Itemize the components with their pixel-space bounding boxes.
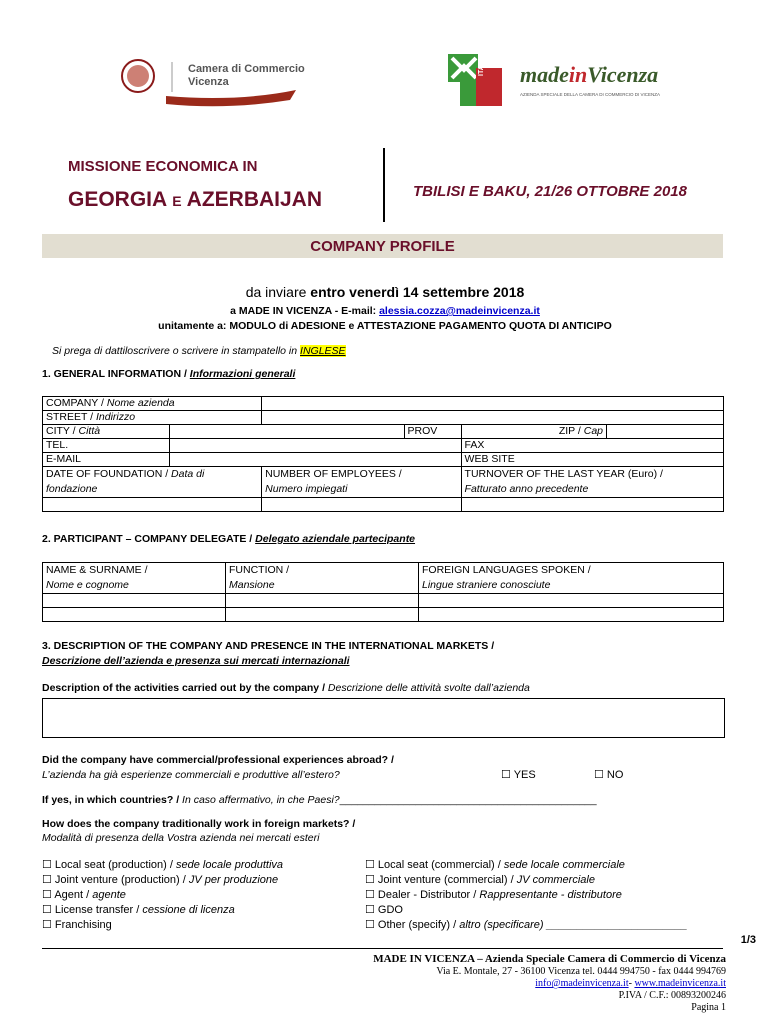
languages-label: FOREIGN LANGUAGES SPOKEN / Lingue straniere conosciute <box>419 563 724 594</box>
street-field[interactable] <box>262 411 724 425</box>
option-local-seat-production[interactable]: ☐ Local seat (production) / sede locale produttiva <box>42 859 284 871</box>
yes-checkbox[interactable]: ☐ YES <box>501 769 536 781</box>
countries-line: If yes, in which countries? / In caso affermativo, in che Paesi?____________________________________________ <box>42 794 597 806</box>
send-line: da inviare entro venerdì 14 settembre 2018 <box>245 284 525 300</box>
activities-box[interactable] <box>42 698 725 738</box>
prov-field[interactable]: ZIP / Cap <box>461 425 606 439</box>
tel-label: TEL. <box>43 439 170 453</box>
section3-title-it: Descrizione dell’azienda e presenza sui mercati internazionali <box>42 655 350 667</box>
mv-tagline: AZIENDA SPECIALE DELLA CAMERA DI COMMERCIO DI VICENZA <box>520 92 661 97</box>
function-label: FUNCTION / Mansione <box>226 563 419 594</box>
email-label: E-MAIL <box>43 453 170 467</box>
languages-field-1[interactable] <box>419 594 724 608</box>
activities-label: Description of the activities carried out by the company / Descrizione delle attività svolte dall’azienda <box>42 682 530 694</box>
abroad-question: Did the company have commercial/professional experiences abroad? / <box>42 754 394 766</box>
company-profile-title: COMPANY PROFILE <box>310 238 455 255</box>
footer-page: Pagina 1 <box>691 1002 726 1013</box>
options-right <box>365 858 687 933</box>
tel-field[interactable] <box>170 439 462 453</box>
countries-field[interactable]: ____________________________________________ <box>339 794 597 806</box>
turnover-label: TURNOVER OF THE LAST YEAR (Euro) / Fatturato anno precedente <box>461 467 723 498</box>
no-checkbox[interactable]: ☐ NO <box>594 769 624 781</box>
footer-email-link[interactable]: info@madeinvicenza.it <box>535 978 629 989</box>
prov-label: PROV <box>404 425 461 439</box>
cc-logo-line1: Camera di Commercio <box>188 63 305 75</box>
instruction-note: Si prega di dattiloscrivere o scrivere in stampatello in INGLESE <box>52 345 346 357</box>
foundation-field[interactable] <box>43 498 262 512</box>
mail-line: a MADE IN VICENZA - E-mail: alessia.cozza@madeinvicenza.it <box>230 305 540 317</box>
foundation-label: DATE OF FOUNDATION / Data di fondazione <box>43 467 262 498</box>
turnover-field[interactable] <box>461 498 723 512</box>
option-gdo[interactable]: ☐ GDO <box>365 904 403 916</box>
option-license-transfer[interactable]: ☐ License transfer / cessione di licenza <box>42 904 235 916</box>
name-label: NAME & SURNAME / Nome e cognome <box>43 563 226 594</box>
option-agent[interactable]: ☐ Agent / agente <box>42 889 126 901</box>
madeinvicenza-logo <box>446 50 696 114</box>
mv-wordmark: madeinVicenza <box>520 62 659 87</box>
email-link[interactable]: alessia.cozza@madeinvicenza.it <box>379 305 540 317</box>
employees-label: NUMBER OF EMPLOYEES / Numero impiegati <box>262 467 461 498</box>
option-local-seat-commercial[interactable]: ☐ Local seat (commercial) / sede locale commerciale <box>365 859 625 871</box>
footer-org: MADE IN VICENZA – Azienda Speciale Camera di Commercio di Vicenza <box>373 953 726 965</box>
company-label: COMPANY / Nome azienda <box>43 397 262 411</box>
name-field-1[interactable] <box>43 594 226 608</box>
section1-title: 1. GENERAL INFORMATION / Informazioni generali <box>42 368 296 380</box>
markets-question: How does the company traditionally work in foreign markets? / <box>42 818 356 830</box>
section2-title: 2. PARTICIPANT – COMPANY DELEGATE / Delegato aziendale partecipante <box>42 533 416 545</box>
company-field[interactable] <box>262 397 724 411</box>
mission-dates: TBILISI E BAKU, 21/26 OTTOBRE 2018 <box>413 183 687 200</box>
option-other[interactable]: ☐ Other (specify) / altro (specificare) _______________________ <box>365 919 688 931</box>
footer-divider <box>42 948 723 949</box>
abroad-question-it: L’azienda ha già esperienze commerciali e produttive all’estero? <box>42 769 340 781</box>
participant-table <box>42 562 724 622</box>
website-cell[interactable]: WEB SITE <box>461 453 723 467</box>
header-divider <box>383 148 385 222</box>
fax-cell[interactable]: FAX <box>461 439 723 453</box>
section3-title: 3. DESCRIPTION OF THE COMPANY AND PRESENCE IN THE INTERNATIONAL MARKETS / <box>42 640 495 652</box>
function-field-1[interactable] <box>226 594 419 608</box>
zip-field[interactable] <box>607 425 724 439</box>
puzzle-icon <box>446 50 506 110</box>
name-field-2[interactable] <box>43 608 226 622</box>
languages-field-2[interactable] <box>419 608 724 622</box>
street-label: STREET / Indirizzo <box>43 411 262 425</box>
cc-logo <box>118 56 308 114</box>
city-field[interactable] <box>170 425 405 439</box>
cc-logo-line2: Vicenza <box>188 76 229 88</box>
markets-question-it: Modalità di presenza della Vostra azienda nei mercati esteri <box>42 832 320 844</box>
footer-web-link[interactable]: www.madeinvicenza.it <box>634 978 726 989</box>
footer-address: Via E. Montale, 27 - 36100 Vicenza tel. 0444 994750 - fax 0444 994769 <box>436 966 726 977</box>
mv-italy-text: ITALY <box>478 56 485 76</box>
city-label: CITY / Città <box>43 425 170 439</box>
function-field-2[interactable] <box>226 608 419 622</box>
option-franchising[interactable]: ☐ Franchising <box>42 919 112 931</box>
option-dealer-distributor[interactable]: ☐ Dealer - Distributor / Rappresentante - distributore <box>365 889 622 901</box>
general-info-table <box>42 396 724 512</box>
footer-links: info@madeinvicenza.it- www.madeinvicenza.it <box>535 978 726 989</box>
mission-countries: GEORGIA E AZERBAIJAN <box>68 188 322 211</box>
option-jv-production[interactable]: ☐ Joint venture (production) / JV per produzione <box>42 874 279 886</box>
options-left <box>42 858 283 933</box>
footer-vat: P.IVA / C.F.: 00893200246 <box>618 990 726 1001</box>
attach-line: unitamente a: MODULO di ADESIONE e ATTESTAZIONE PAGAMENTO QUOTA DI ANTICIPO <box>158 320 612 332</box>
option-jv-commercial[interactable]: ☐ Joint venture (commercial) / JV commerciale <box>365 874 595 886</box>
page-count: 1/3 <box>740 934 756 946</box>
mission-title: MISSIONE ECONOMICA IN <box>68 158 258 175</box>
email-field[interactable] <box>170 453 462 467</box>
employees-field[interactable] <box>262 498 461 512</box>
